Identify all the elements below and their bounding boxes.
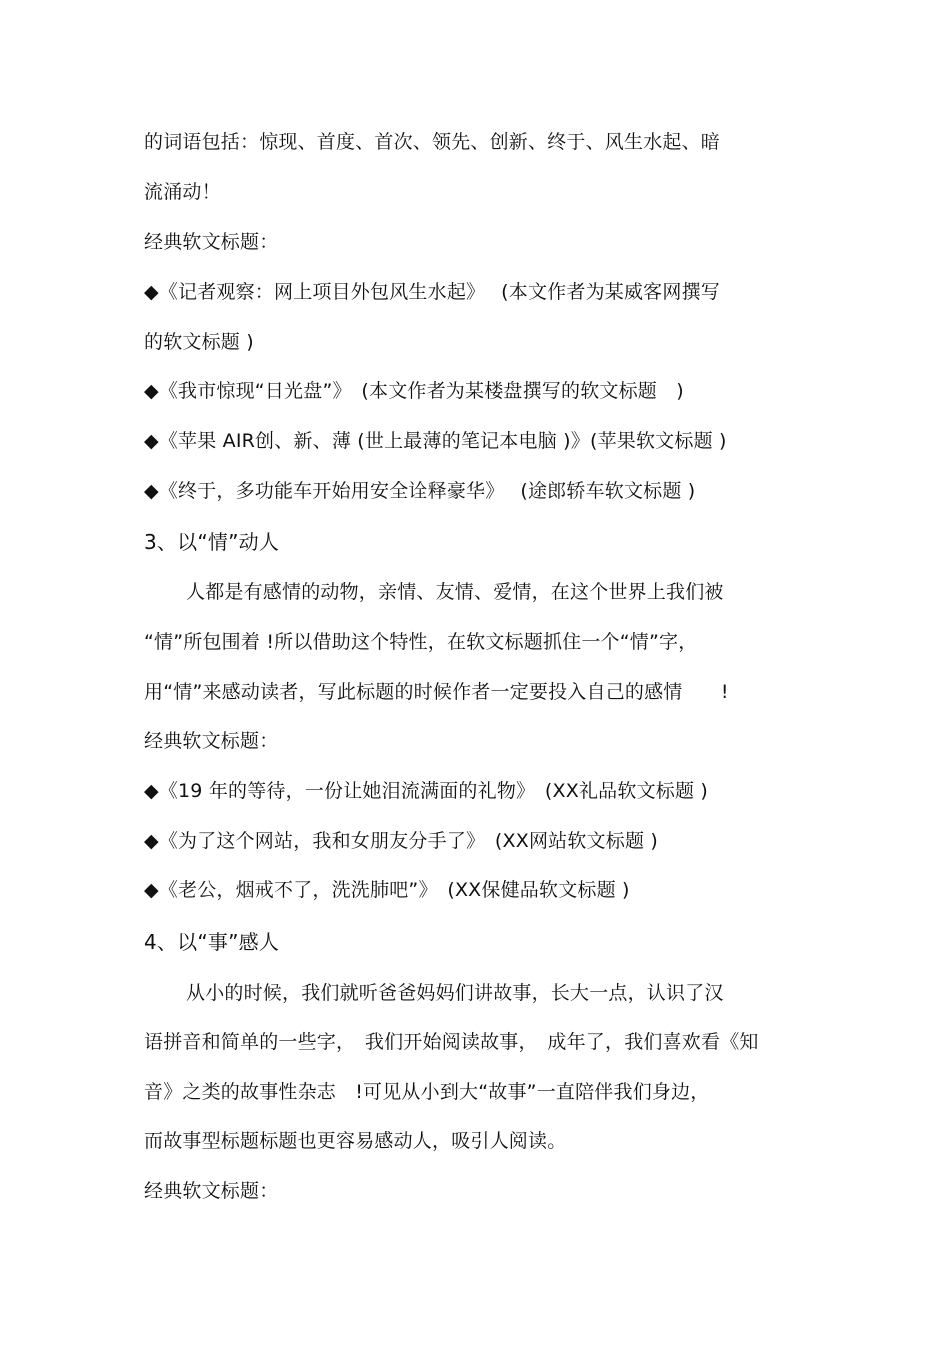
paragraph-line: 音》之类的故事性杂志 !可见从小到大“故事”一直陪伴我们身边， [144, 1081, 710, 1103]
subheading-line: 经典软文标题： [144, 1180, 279, 1202]
bullet-item: ◆《终于，多功能车开始用安全诠释豪华》 (途郎轿车软文标题 ) [144, 480, 696, 502]
paragraph-line: 的词语包括：惊现、首度、首次、领先、创新、终于、风生水起、暗 [144, 131, 721, 153]
section-heading: 4、以“事”感人 [144, 930, 280, 954]
paragraph-line: 语拼音和简单的一些字， 我们开始阅读故事， 成年了，我们喜欢看《知 [144, 1031, 759, 1053]
paragraph-line: 用“情”来感动读者，写此标题的时候作者一定要投入自己的感情 ! [144, 681, 729, 703]
paragraph-line: 从小的时候，我们就听爸爸妈妈们讲故事，长大一点，认识了汉 [186, 982, 724, 1004]
bullet-item: ◆《苹果 AIR创、新、薄 (世上最薄的笔记本电脑 )》(苹果软文标题 ) [144, 430, 727, 452]
paragraph-line: 而故事型标题标题也更容易感动人，吸引人阅读。 [144, 1130, 567, 1152]
bullet-item: ◆《老公，烟戒不了，洗洗肺吧”》 (XX保健品软文标题 ) [144, 879, 630, 901]
section-heading: 3、以“情”动人 [144, 530, 280, 554]
bullet-item: ◆《记者观察：网上项目外包风生水起》 (本文作者为某威客网撰写 [144, 281, 720, 303]
subheading-line: 经典软文标题： [144, 730, 279, 752]
bullet-item-continuation: 的软文标题 ) [144, 331, 254, 353]
bullet-item: ◆《19 年的等待，一份让她泪流满面的礼物》 (XX礼品软文标题 ) [144, 780, 709, 802]
subheading-line: 经典软文标题： [144, 231, 279, 253]
paragraph-line: 流涌动！ [144, 181, 221, 203]
paragraph-line: 人都是有感情的动物，亲情、友情、爱情，在这个世界上我们被 [186, 581, 724, 603]
bullet-item: ◆《为了这个网站，我和女朋友分手了》 (XX网站软文标题 ) [144, 830, 659, 852]
bullet-item: ◆《我市惊现“日光盘”》 (本文作者为某楼盘撰写的软文标题 ) [144, 380, 684, 402]
paragraph-line: “情”所包围着 !所以借助这个特性，在软文标题抓住一个“情”字， [144, 631, 698, 653]
